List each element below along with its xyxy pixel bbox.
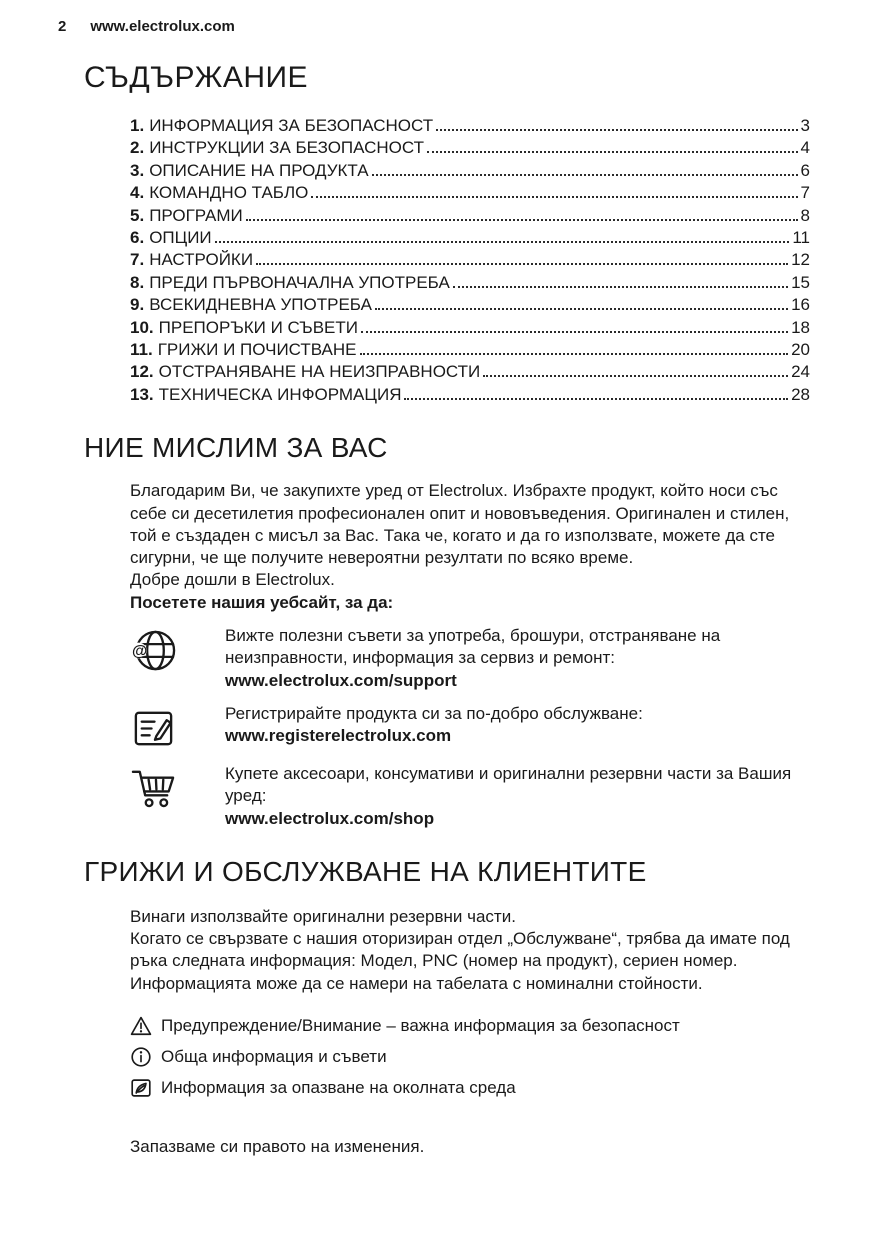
toc-item[interactable] (130, 115, 810, 137)
toc-item-page: 8 (800, 205, 810, 225)
eco-icon (130, 1077, 152, 1099)
dotted-leader (361, 331, 788, 333)
care-paragraph: Когато се свързвате с нашия оторизиран отдел „Обслужване“, трябва да имате под ръка следната информация: Модел, PNC (номер на продукт), сериен номер. (130, 929, 790, 971)
link-row-register (130, 703, 806, 752)
link-description: Купете аксесоари, консумативи и оригинални резервни части за Вашия уред: (225, 763, 792, 806)
toc-item-number: 8. (130, 272, 145, 292)
dotted-leader (372, 174, 798, 176)
toc-item-label: ГРИЖИ И ПОЧИСТВАНЕ (157, 340, 357, 360)
toc-item-page: 6 (800, 160, 810, 180)
link-text-block (225, 703, 803, 748)
toc-item-page: 3 (800, 116, 810, 135)
link-text-block (225, 625, 803, 692)
toc-item[interactable] (130, 272, 810, 294)
toc-item-label: ОТСТРАНЯВАНЕ НА НЕИЗПРАВНОСТИ (158, 362, 481, 382)
dotted-leader (427, 151, 798, 153)
note-row-warning (130, 1015, 806, 1037)
warning-icon (130, 1015, 152, 1037)
globe-icon (130, 627, 177, 674)
toc-item-page: 11 (792, 228, 810, 248)
toc-title: СЪДЪРЖАНИЕ (84, 61, 309, 94)
toc-item[interactable] (130, 182, 810, 204)
dotted-leader (246, 219, 798, 221)
link-url[interactable]: www.electrolux.com/shop (225, 808, 435, 828)
cart-icon (130, 765, 177, 812)
toc-item[interactable] (130, 227, 810, 249)
dotted-leader (215, 241, 790, 243)
toc-item-number: 13. (130, 384, 154, 404)
dotted-leader (360, 353, 789, 355)
toc-item[interactable] (130, 317, 810, 339)
toc-item-label: НАСТРОЙКИ (149, 250, 254, 270)
dotted-leader (436, 129, 797, 131)
svg-text:@: @ (131, 642, 148, 660)
link-url[interactable]: www.registerelectrolux.com (225, 726, 452, 746)
toc-item-number: 11. (130, 340, 153, 360)
dotted-leader (483, 375, 788, 377)
toc-item-page: 18 (791, 317, 810, 337)
link-row-shop (130, 763, 806, 830)
intro-paragraph: Благодарим Ви, че закупихте уред от Electrolux. Избрахте продукт, който носи със себе си десетилетия професионален опит и нововъведения. Оригинален и стилен, той е създаден с мисъл за Вас. Така че, когато и да го използвате, можете да сте сигурни, че ще получите невероятни резултати по всяко време. (130, 481, 790, 568)
toc-item[interactable] (130, 137, 810, 159)
note-text: Обща информация и съвети (161, 1047, 387, 1067)
dotted-leader (453, 286, 788, 288)
toc-item-number: 2. (130, 138, 145, 158)
toc-item[interactable] (130, 361, 810, 383)
section-title-care: ГРИЖИ И ОБСЛУЖВАНЕ НА КЛИЕНТИТЕ (84, 855, 647, 887)
toc-item-number: 6. (130, 228, 145, 248)
toc-item[interactable] (130, 339, 810, 361)
toc-item[interactable] (130, 160, 810, 182)
dotted-leader (404, 398, 788, 400)
toc-item-page: 4 (800, 138, 810, 158)
header-site-url: www.electrolux.com (90, 18, 235, 35)
rights-footer: Запазваме си правото на изменения. (130, 1137, 425, 1157)
toc-item-label: КОМАНДНО ТАБЛО (149, 183, 309, 203)
note-text: Предупреждение/Внимание – важна информация за безопасност (161, 1016, 680, 1036)
toc-item-label: ПРЕДИ ПЪРВОНАЧАЛНА УПОТРЕБА (149, 272, 450, 292)
toc-item-page: 20 (791, 340, 810, 360)
toc-item-page: 28 (791, 384, 810, 404)
page-header (58, 18, 816, 35)
welcome-line: Добре дошли в Electrolux. (130, 570, 335, 590)
toc-item-label: ПРЕПОРЪКИ И СЪВЕТИ (158, 317, 358, 337)
link-url[interactable]: www.electrolux.com/support (225, 670, 457, 690)
toc-item[interactable] (130, 384, 810, 406)
toc-item-label: ПРОГРАМИ (149, 205, 243, 225)
toc-item-number: 7. (130, 250, 145, 270)
toc-item-number: 1. (130, 116, 145, 135)
care-paragraph: Винаги използвайте оригинални резервни части. (130, 906, 516, 926)
toc-item[interactable] (130, 249, 810, 271)
toc-item-label: ИНСТРУКЦИИ ЗА БЕЗОПАСНОСТ (149, 138, 424, 158)
toc-item-label: ИНФОРМАЦИЯ ЗА БЕЗОПАСНОСТ (149, 116, 434, 135)
toc-item-number: 12. (130, 362, 154, 382)
dotted-leader (256, 263, 788, 265)
toc-item-page: 24 (791, 362, 810, 382)
link-description: Вижте полезни съвети за употреба, брошури, отстраняване на неизправности, информация за сервиз и ремонт: (225, 626, 721, 668)
dotted-leader (375, 308, 788, 310)
toc-item-number: 3. (130, 160, 145, 180)
dotted-leader (311, 196, 797, 198)
toc-item-page: 16 (791, 295, 810, 315)
table-of-contents (130, 115, 810, 406)
visit-heading: Посетете нашия уебсайт, за да: (130, 592, 394, 612)
toc-item[interactable] (130, 294, 810, 316)
toc-item-page: 15 (791, 272, 810, 292)
toc-item-label: ОПИСАНИЕ НА ПРОДУКТА (149, 160, 369, 180)
link-row-support (130, 625, 806, 692)
toc-item-number: 5. (130, 205, 145, 225)
section-title-we-think: НИЕ МИСЛИМ ЗА ВАС (84, 432, 388, 464)
toc-item-number: 4. (130, 183, 145, 203)
toc-item-number: 10. (130, 317, 154, 337)
we-think-body (130, 480, 806, 830)
link-text-block (225, 763, 803, 830)
toc-item-label: ВСЕКИДНЕВНА УПОТРЕБА (149, 295, 372, 315)
toc-item-page: 7 (800, 183, 810, 203)
register-icon (130, 705, 177, 752)
care-paragraph: Информацията може да се намери на табелата с номинални стойности. (130, 973, 703, 993)
link-description: Регистрирайте продукта си за по-добро обслужване: (225, 703, 643, 723)
info-icon (130, 1046, 152, 1068)
note-row-info (130, 1046, 806, 1068)
toc-item[interactable] (130, 205, 810, 227)
page-number: 2 (58, 18, 67, 35)
legend-notes (130, 1015, 806, 1099)
toc-item-number: 9. (130, 295, 145, 315)
toc-item-page: 12 (791, 250, 810, 270)
care-body (130, 906, 806, 1099)
website-links (130, 625, 806, 830)
note-text: Информация за опазване на околната среда (161, 1078, 516, 1098)
toc-item-label: ОПЦИИ (149, 228, 212, 248)
toc-item-label: ТЕХНИЧЕСКА ИНФОРМАЦИЯ (158, 384, 402, 404)
note-row-eco (130, 1077, 806, 1099)
